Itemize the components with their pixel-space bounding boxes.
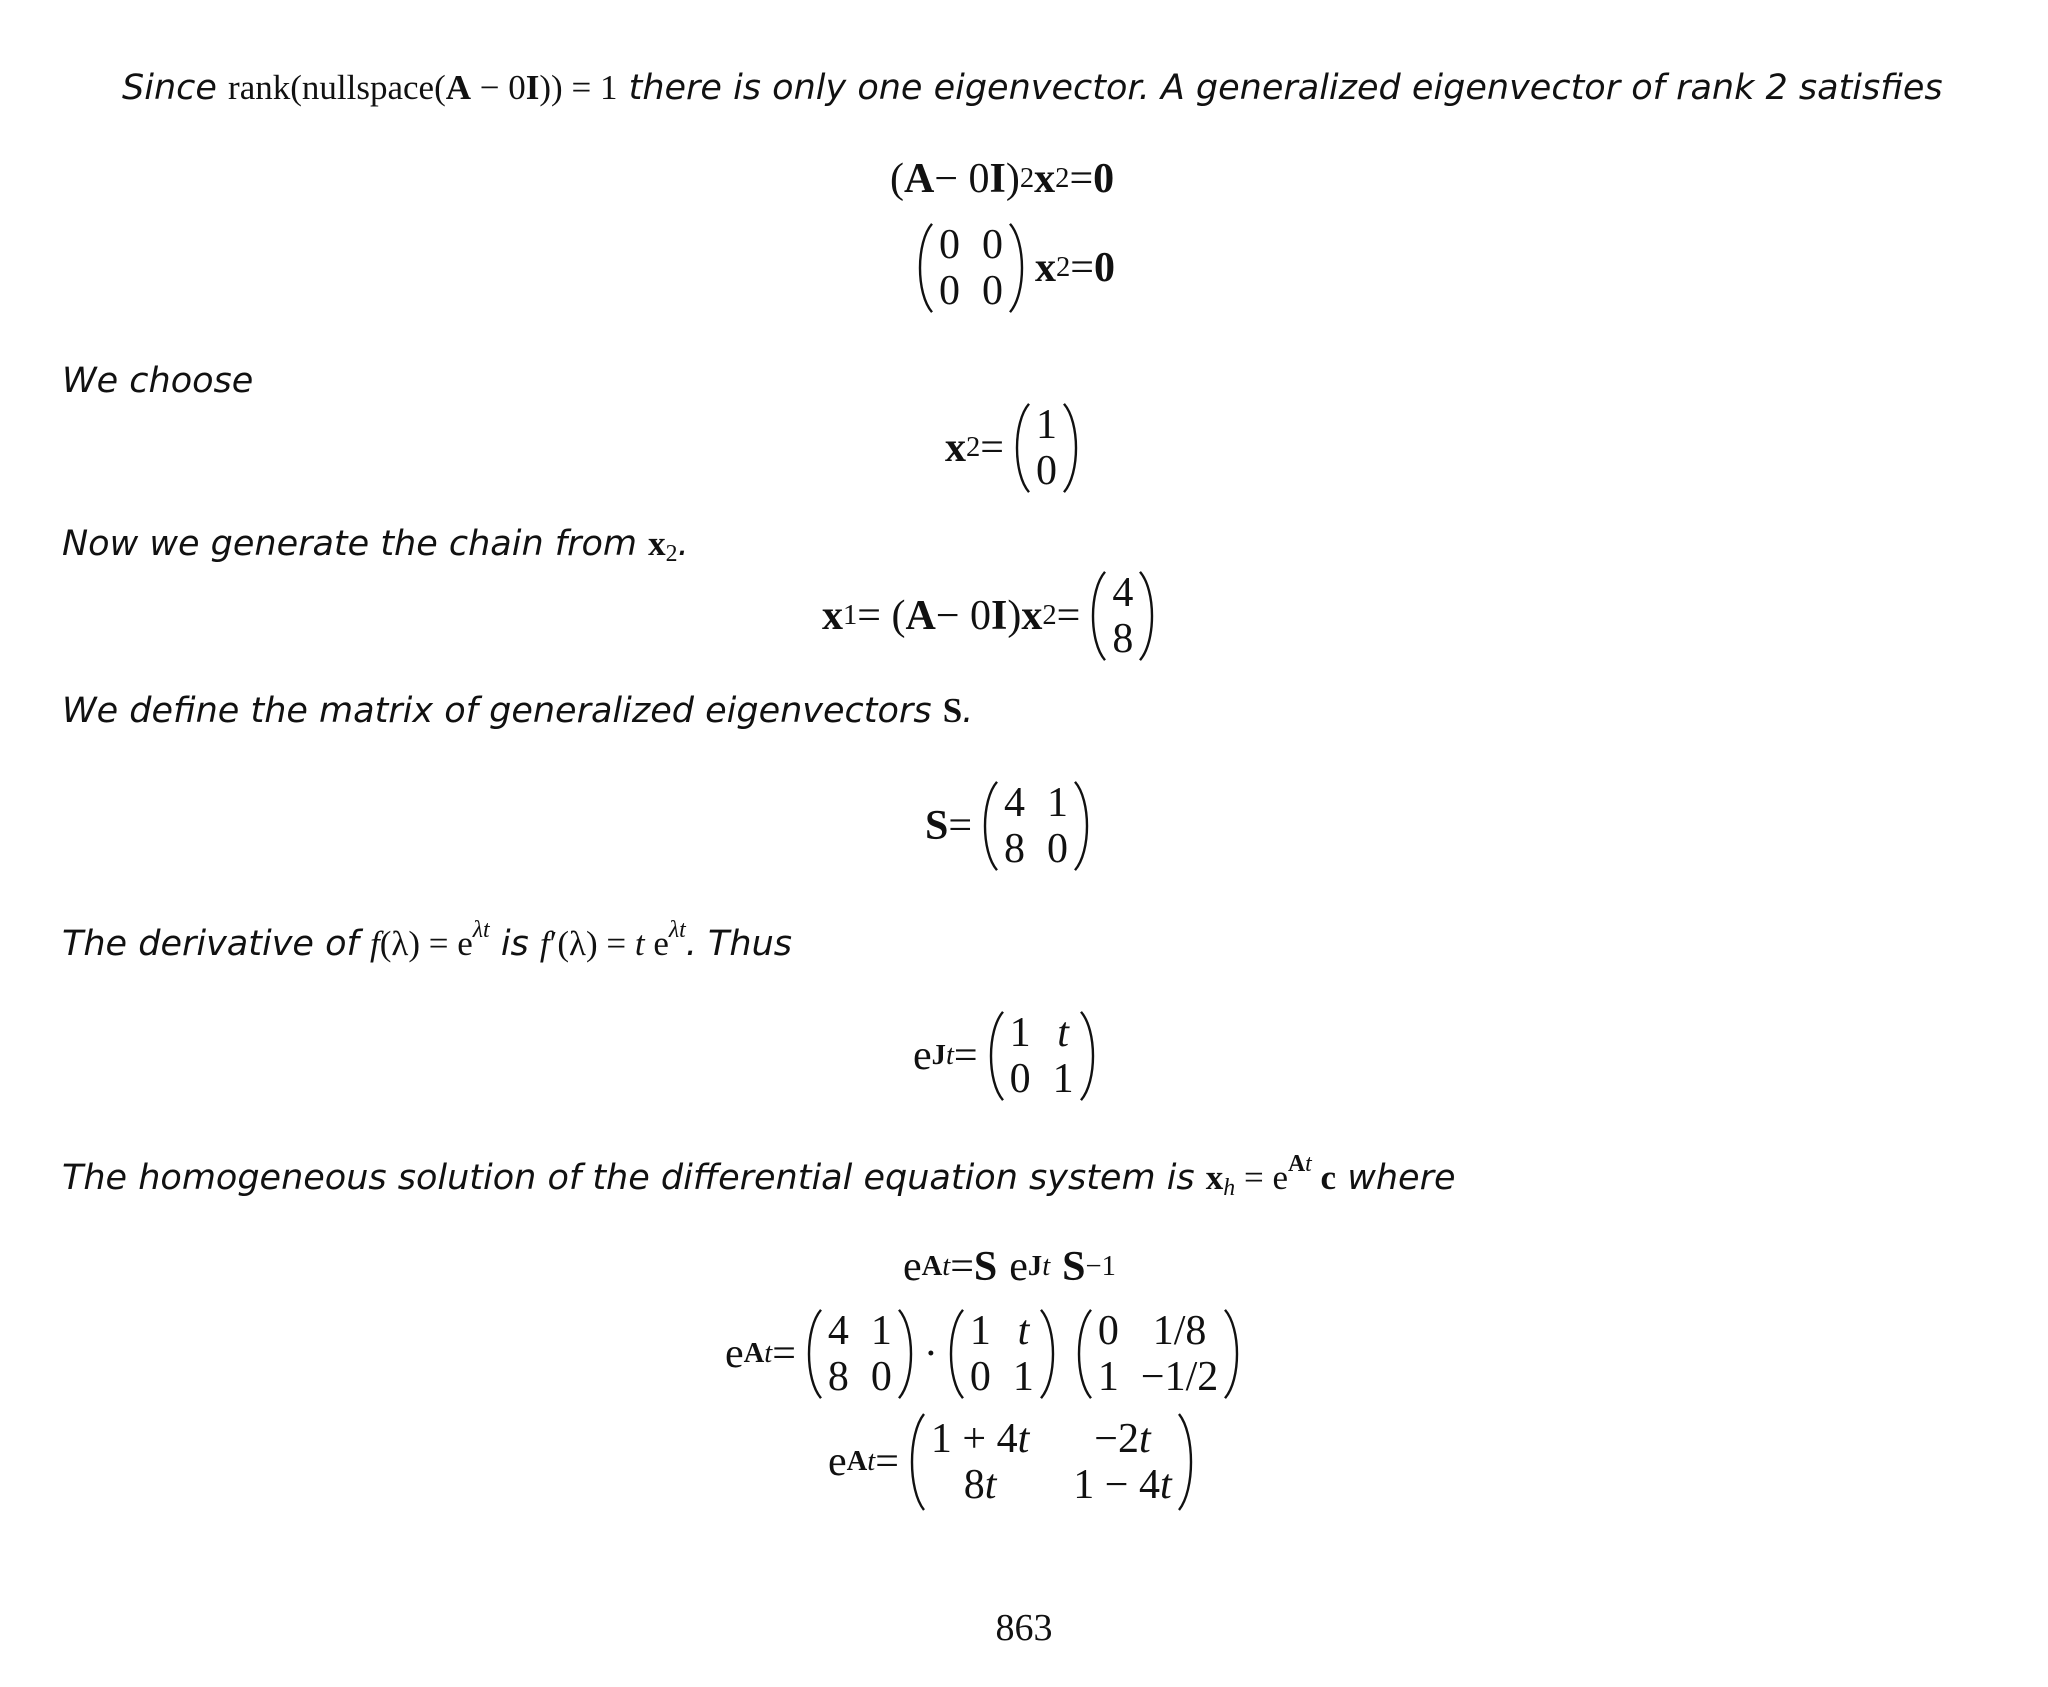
matrix-s: 4 1 8 0 bbox=[978, 780, 1094, 872]
text-derivative: The derivative of $f(\lambda) = e^{\lambda t}$ is f′(λ) = t $e^{\lambda t}$. Thus bbox=[62, 917, 793, 964]
equation-exp-at-product: e At = 4 1 8 0 · 1 t 0 1 0 1/8 1 −1/2 bbox=[725, 1308, 1250, 1400]
equation-exp-jt: e Jt = 1 t 0 1 bbox=[913, 1010, 1106, 1102]
right-paren bbox=[1007, 222, 1029, 314]
text-homogeneous-solution: The homogeneous solution of the differential equation system is $x_h = e^{At}$ c where bbox=[62, 1151, 1456, 1201]
equation-zero-matrix: 0 0 0 0 x 2 = 0 bbox=[907, 222, 1115, 314]
equation-x1-chain: x 1 = ( A − 0 I ) x 2 = 4 8 bbox=[822, 570, 1165, 662]
text-only-one-eigenvector: there is only one eigenvector. A generalized eigenvector of rank 2 satisfies bbox=[628, 68, 1943, 108]
equation-s-matrix: S = 4 1 8 0 bbox=[925, 780, 1100, 872]
matrix-zero: 0 0 0 0 bbox=[913, 222, 1029, 314]
dot-operator: · bbox=[923, 1331, 938, 1377]
vector-x1: 4 8 bbox=[1086, 570, 1159, 662]
vector-x2: 1 0 bbox=[1010, 402, 1083, 494]
equation-x2-choice: x 2 = 1 0 bbox=[945, 402, 1089, 494]
left-paren bbox=[913, 222, 935, 314]
matrix-exp-jt-product: 1 t 0 1 bbox=[944, 1308, 1060, 1400]
right-paren bbox=[1038, 1308, 1060, 1400]
text-we-choose: We choose bbox=[62, 361, 254, 401]
left-paren bbox=[1086, 570, 1108, 662]
text-define-s: We define the matrix of generalized eigenvectors S. bbox=[62, 691, 974, 731]
left-paren bbox=[1010, 402, 1032, 494]
right-paren bbox=[896, 1308, 918, 1400]
right-paren bbox=[1072, 780, 1094, 872]
right-paren bbox=[1061, 402, 1083, 494]
right-paren bbox=[1222, 1308, 1244, 1400]
text-since-rank bbox=[122, 70, 1943, 106]
right-paren bbox=[1078, 1010, 1100, 1102]
page-number: 863 bbox=[995, 1607, 1053, 1649]
right-paren bbox=[1137, 570, 1159, 662]
right-paren bbox=[1176, 1412, 1198, 1512]
matrix-exp-jt: 1 t 0 1 bbox=[984, 1010, 1100, 1102]
equation-exp-at-result: e At = 1 + 4t −2t 8t 1 − 4t bbox=[828, 1412, 1204, 1512]
matrix-s-inverse: 0 1/8 1 −1/2 bbox=[1072, 1308, 1244, 1400]
text-generate-chain: Now we generate the chain from $x_2$. bbox=[62, 524, 689, 567]
left-paren bbox=[984, 1010, 1006, 1102]
matrix-exp-at: 1 + 4t −2t 8t 1 − 4t bbox=[905, 1412, 1198, 1512]
matrix-s-product: 4 1 8 0 bbox=[802, 1308, 918, 1400]
equation-generalized-condition: ( A − 0 I ) 2 x 2 = 0 bbox=[890, 156, 1115, 202]
text-since: Since bbox=[122, 68, 217, 108]
math-rank-expression: rank(nullspace(A − 0I)) = 1 bbox=[228, 68, 618, 107]
equation-exp-at-definition: e At = S e Jt S −1 bbox=[903, 1244, 1116, 1290]
left-paren bbox=[905, 1412, 927, 1512]
left-paren bbox=[944, 1308, 966, 1400]
left-paren bbox=[1072, 1308, 1094, 1400]
left-paren bbox=[802, 1308, 824, 1400]
left-paren bbox=[978, 780, 1000, 872]
